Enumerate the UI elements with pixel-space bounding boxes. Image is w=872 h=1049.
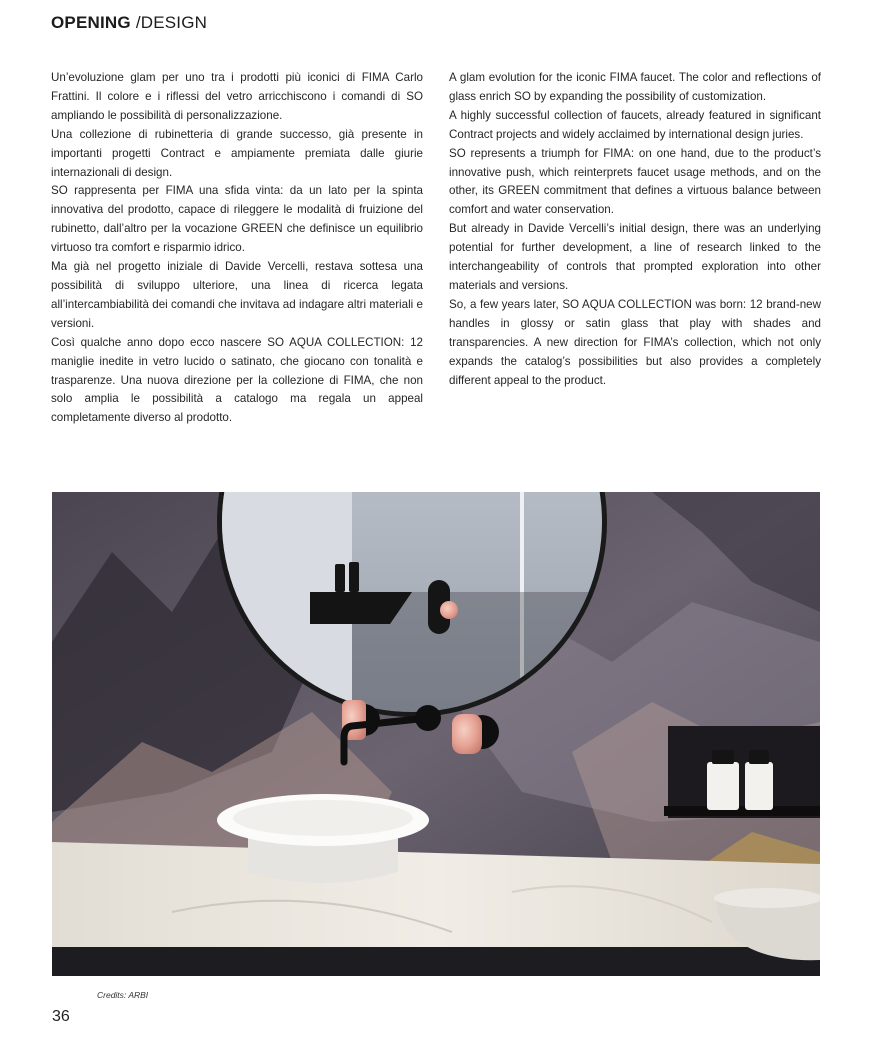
lotion-bottle [745,762,773,810]
bathroom-photo [52,492,820,976]
soap-bottle [707,762,739,810]
italian-paragraph: Così qualche anno dopo ecco nascere SO AQUA COLLECTION: 12 maniglie inedite in vetro lucido o satinato, che giocano con tonalità e trasparenze. Una nuova direzione per la collezione di FIMA, che non solo amplia le possibilità a catalogo ma regala un appeal completamente diverso al prodotto. [51,335,423,425]
english-paragraph: A highly successful collection of faucets, already featured in significant Contract projects and widely acclaimed by international design juries. [449,108,821,141]
italian-paragraph: Un’evoluzione glam per uno tra i prodotti più iconici di FIMA Carlo Frattini. Il colore e i riflessi del vetro arricchiscono i comandi di SO ampliando le possibilità di personalizzazione. [51,71,423,122]
vanity-cabinet [52,947,820,976]
english-paragraph: But already in Davide Vercelli’s initial design, there was an underlying potential for further development, a line of research linked to the interchangeability of controls that prompted exploration into other materials and versions. [449,222,821,292]
english-paragraph: SO represents a triumph for FIMA: on one hand, due to the product’s innovative push, which reinterprets faucet usage methods, and on the other, its GREEN commitment that defines a virtuous balance between comfort and water conservation. [449,146,821,217]
soap-bottle-cap [712,750,734,764]
basin-bowl [233,800,413,836]
italian-paragraph: SO rappresenta per FIMA una sfida vinta: da un lato per la spinta innovativa del prodotto, capace di rileggere le modalità di fruizione del rubinetto, dall’altro per la vocazione GREEN che definisce un equilibrio virtuoso tra comfort e risparmio idrico. [51,184,423,255]
niche-shelf [664,806,820,816]
article-column-english [449,69,821,390]
faucet-right-handle [452,714,482,754]
wall-niche [668,726,820,818]
article-column-italian [51,69,423,428]
english-paragraph: So, a few years later, SO AQUA COLLECTION was born: 12 brand-new handles in glossy or satin glass that play with shades and transparencies. A new direction for FIMA’s collection, which not only expands the catalog’s possibilities but also provides a completely different appeal to the product. [449,297,821,387]
photo-credits: Credits: ARBI [97,990,149,1000]
italian-paragraph: Ma già nel progetto iniziale di Davide Vercelli, restava sottesa una possibilità di sviluppo ulteriore, una linea di ricerca legata all’intercambiabilità dei comandi che invitava ad indagare altri materiali e versioni. [51,260,423,330]
section-title: OPENING [51,13,131,32]
page-number: 36 [52,1008,70,1025]
bathroom-illustration [52,492,820,976]
subsection-title: /DESIGN [135,13,208,32]
english-paragraph: A glam evolution for the iconic FIMA faucet. The color and reflections of glass enrich SO by expanding the possibility of customization. [449,71,821,103]
page-header [51,12,207,34]
lotion-bottle-cap [749,750,769,764]
decor-bowl-rim [714,888,820,908]
italian-paragraph: Una collezione di rubinetteria di grande successo, già presente in importanti progetti Contract e ampiamente premiata dalle giurie internazionali di design. [51,127,423,179]
